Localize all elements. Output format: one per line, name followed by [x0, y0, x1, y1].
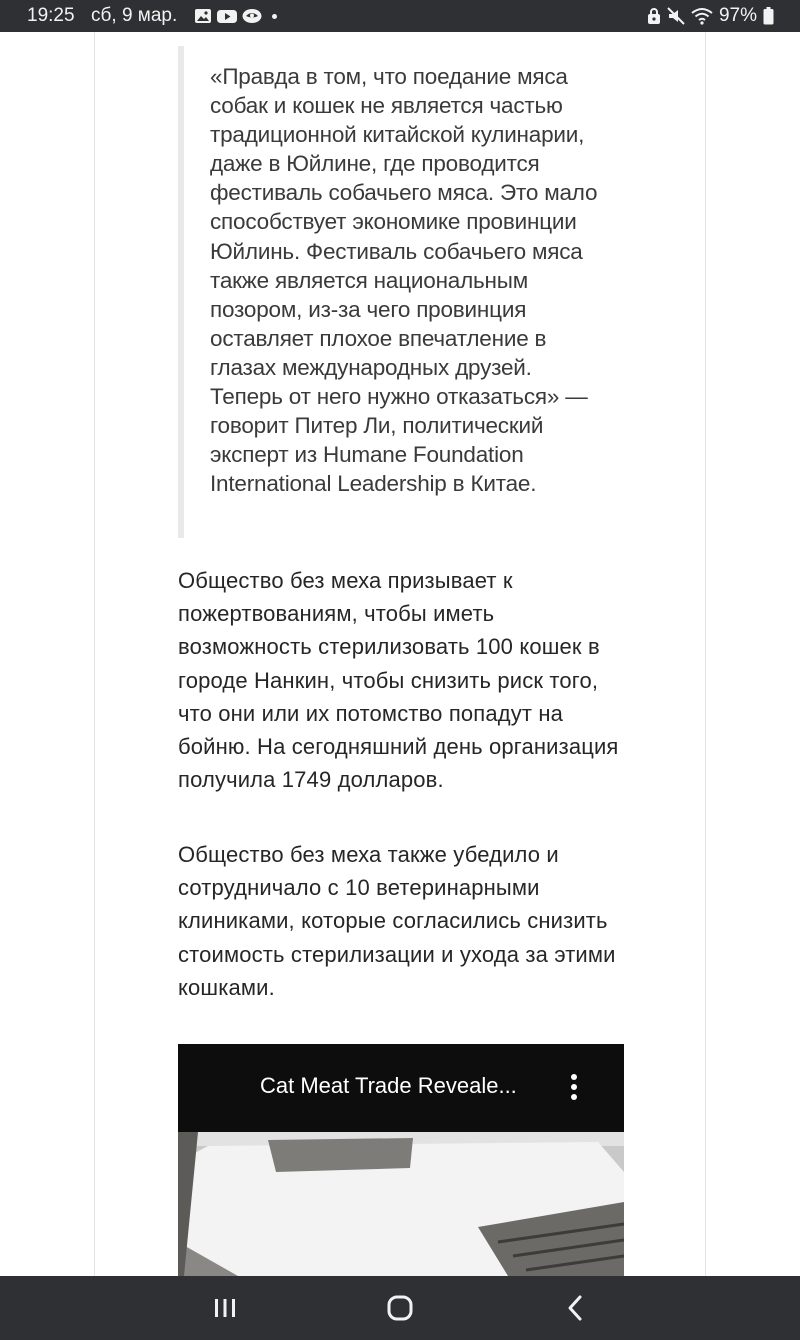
- back-icon[interactable]: [555, 1292, 595, 1324]
- video-thumbnail[interactable]: [178, 1132, 624, 1276]
- navigation-bar: [0, 1276, 800, 1340]
- home-icon[interactable]: [380, 1292, 420, 1324]
- video-title[interactable]: Cat Meat Trade Reveale...: [260, 1073, 517, 1098]
- video-player[interactable]: [178, 1044, 624, 1276]
- gallery-icon: [194, 8, 212, 24]
- notification-icons: [194, 7, 277, 25]
- status-time: 19:25: [27, 5, 75, 26]
- mute-icon: [667, 7, 685, 25]
- battery-icon: [763, 7, 774, 25]
- battery-percent: 97%: [718, 5, 757, 26]
- youtube-icon: [217, 9, 237, 24]
- system-indicators: [647, 5, 774, 27]
- quote-text: «Правда в том, что поедание мяса собак и кошек не является частью традиционной китайской кулинарии, даже в Юйлине, где проводится фестиваль собачьего мяса. Это мало способствует экономике провинции Юйлинь. Фестиваль собачьего мяса также является национальным позором, из-за чего провинция оставляет плохое впечатление в глазах международных друзей. Теперь от него нужно отказаться» — говорит Питер Ли, политический эксперт из Humane Foundation International Leadership в Китае.: [210, 64, 598, 497]
- status-date: сб, 9 мар.: [91, 5, 178, 26]
- video-thumbnail-image: [178, 1132, 624, 1276]
- wifi-icon: [691, 7, 713, 25]
- more-vert-icon[interactable]: [562, 1072, 586, 1102]
- recents-icon[interactable]: [205, 1292, 245, 1324]
- dot-icon: [272, 14, 277, 19]
- article-paragraph-clinics: Общество без меха также убедило и сотрудничало с 10 ветеринарными клиниками, которые согласились снизить стоимость стерилизации и ухода за этими кошками.: [178, 842, 616, 1000]
- status-bar: [0, 0, 800, 32]
- app-icon: [242, 8, 262, 24]
- article-paragraph-donations: Общество без меха призывает к пожертвованиям, чтобы иметь возможность стерилизовать 100 кошек в городе Нанкин, чтобы снизить риск того, что они или их потомство попадут на бойню. На сегодняшний день организация получила 1749 долларов.: [178, 568, 619, 793]
- blockquote: [178, 46, 608, 538]
- lock-icon: [647, 7, 661, 25]
